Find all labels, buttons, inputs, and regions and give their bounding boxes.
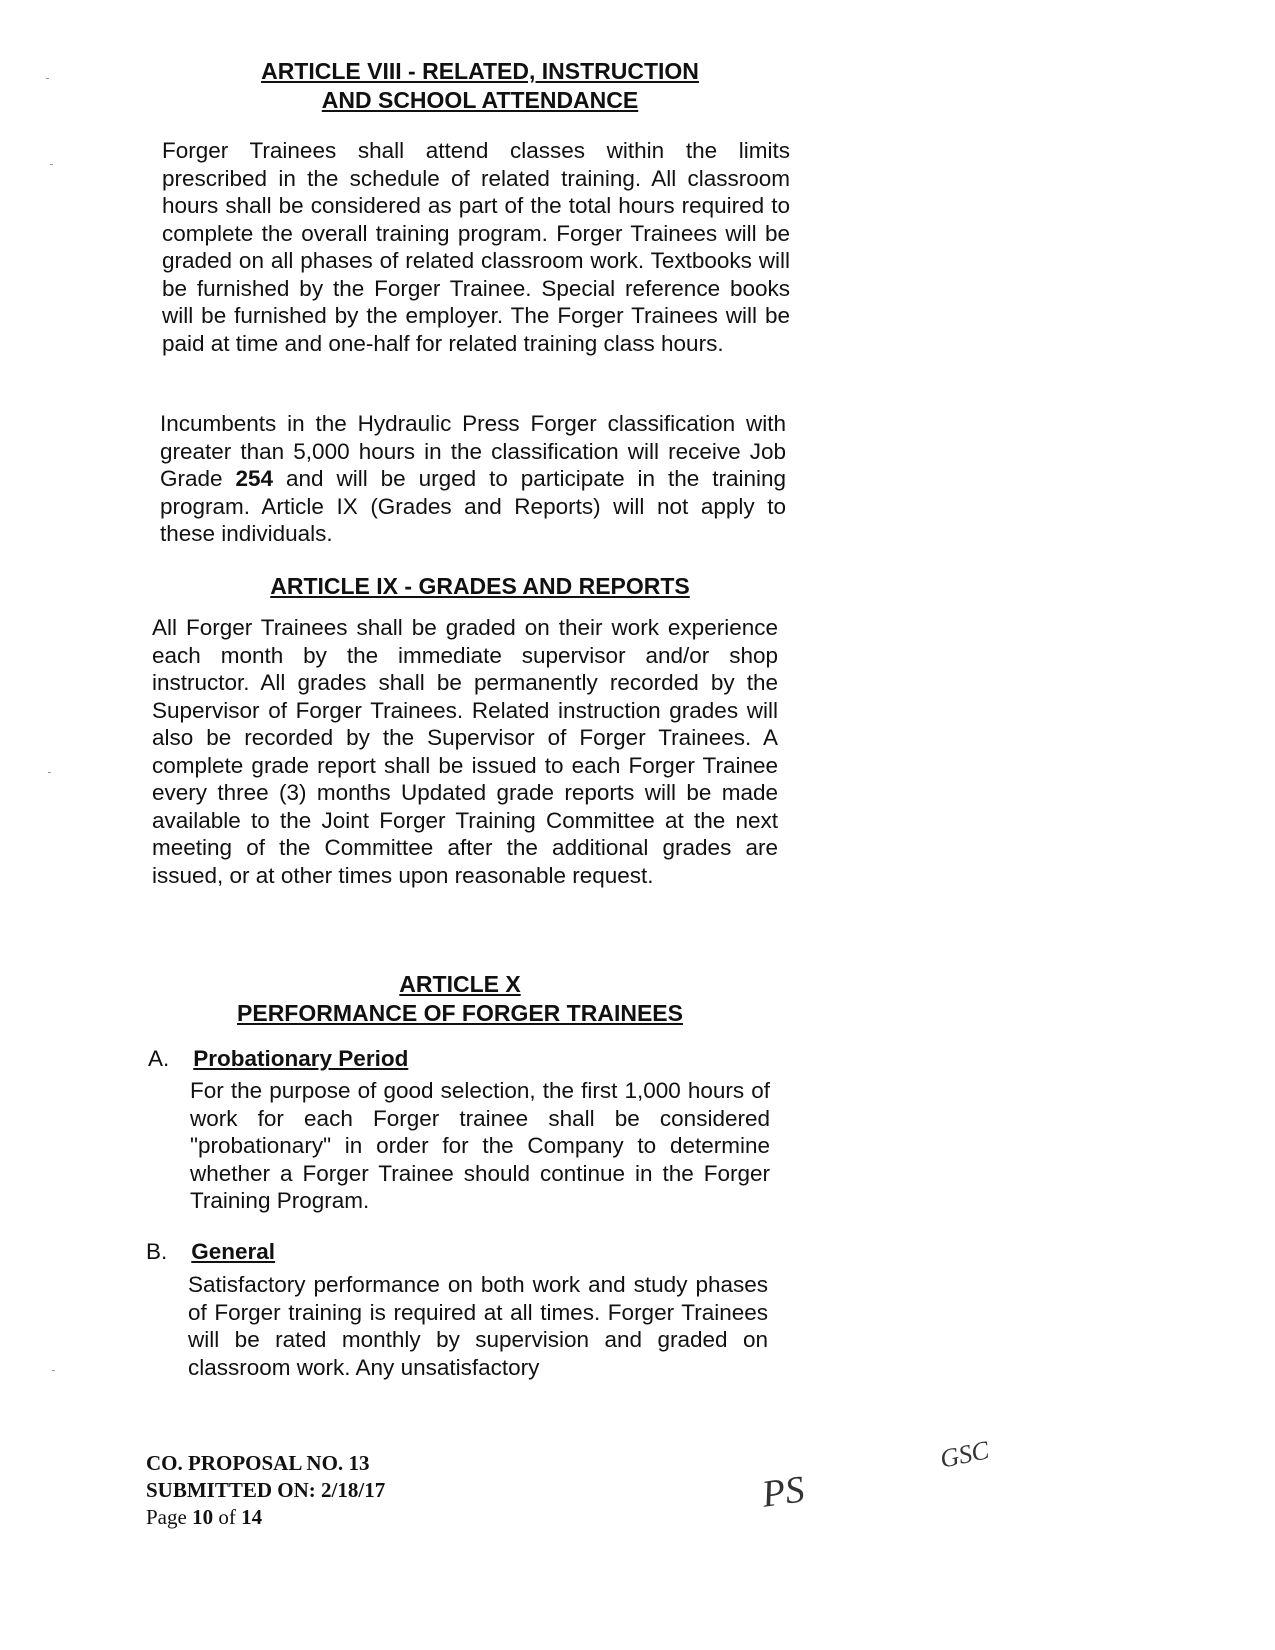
article-9-paragraph: All Forger Trainees shall be graded on their work experience each month by the immediate supervisor and/or shop instructor. All grades shall be permanently recorded by the Supervisor of Forger Trainees. Related instruction grades will also be recorded by the Supervisor of Forger Trainees. A complete grade report shall be issued to each Forger Trainee every three (3) months Updated grade reports will be made available to the Joint Forger Training Committee at the next meeting of the Committee after the additional grades are issued, or at other times upon reasonable request. — [152, 615, 778, 888]
article-8-paragraph-2-part2: and will be urged to participate in the training program. Article IX (Grades and Reports) will not apply to these individuals. — [160, 466, 786, 546]
section-a-label — [148, 1045, 408, 1073]
article-9-heading: ARTICLE IX - GRADES AND REPORTS — [270, 573, 690, 599]
article-8-paragraph-2 — [160, 410, 786, 548]
section-a-letter: A. — [148, 1046, 170, 1071]
proposal-line — [146, 1450, 385, 1477]
page-number-line — [146, 1504, 385, 1531]
article-10-heading — [180, 970, 740, 1028]
handwritten-initials-gsc: GSC — [937, 1435, 992, 1474]
submitted-line — [146, 1477, 385, 1504]
scan-speck — [46, 78, 49, 79]
article-8-paragraph-1: Forger Trainees shall attend classes within the limits prescribed in the schedule of related training. All classroom hours shall be considered as part of the total hours required to complete the overall training program. Forger Trainees will be graded on all phases of related classroom work. Textbooks will be furnished by the Forger Trainee. Special reference books will be furnished by the employer. The Forger Trainees will be paid at time and one-half for related training class hours. — [162, 138, 790, 356]
page-of: of — [218, 1505, 236, 1529]
page-prefix: Page — [146, 1505, 187, 1529]
submitted-label: SUBMITTED ON: — [146, 1478, 316, 1502]
page-number: 10 — [192, 1505, 214, 1529]
job-grade-value: 254 — [235, 466, 274, 491]
section-a-title: Probationary Period — [193, 1046, 409, 1071]
proposal-label: CO. PROPOSAL NO. — [146, 1451, 344, 1475]
section-b-text: Satisfactory performance on both work and study phases of Forger training is required at all times. Forger Trainees will be rated monthly by supervision and graded on classroom work. Any unsatisfactory — [188, 1272, 768, 1380]
article-8-heading-line2: AND SCHOOL ATTENDANCE — [321, 87, 639, 113]
section-b-letter: B. — [146, 1239, 168, 1264]
article-8-heading-line1: ARTICLE VIII - RELATED, INSTRUCTION — [261, 58, 699, 84]
article-8-paragraph-2-part1: Incumbents in the Hydraulic Press Forger classification with greater than 5,000 hours in the classification will receive Job Grade — [160, 411, 786, 491]
scan-speck — [50, 164, 53, 165]
section-b-title: General — [191, 1239, 276, 1264]
scan-speck — [48, 772, 51, 773]
proposal-number: 13 — [348, 1451, 370, 1475]
footer — [146, 1450, 385, 1531]
page-total: 14 — [241, 1505, 263, 1529]
section-a-text: For the purpose of good selection, the first 1,000 hours of work for each Forger trainee shall be considered "probationary" in order for the Company to determine whether a Forger Trainee should continue in the Forger Training Program. — [190, 1078, 770, 1213]
article-10-heading-line1: ARTICLE X — [399, 971, 521, 997]
submitted-date: 2/18/17 — [321, 1478, 386, 1502]
scan-speck — [52, 1370, 55, 1371]
handwritten-initials-ps: PS — [759, 1468, 807, 1516]
article-8-heading — [200, 57, 760, 115]
article-10-heading-line2: PERFORMANCE OF FORGER TRAINEES — [237, 1000, 683, 1026]
section-b-label — [146, 1238, 275, 1266]
